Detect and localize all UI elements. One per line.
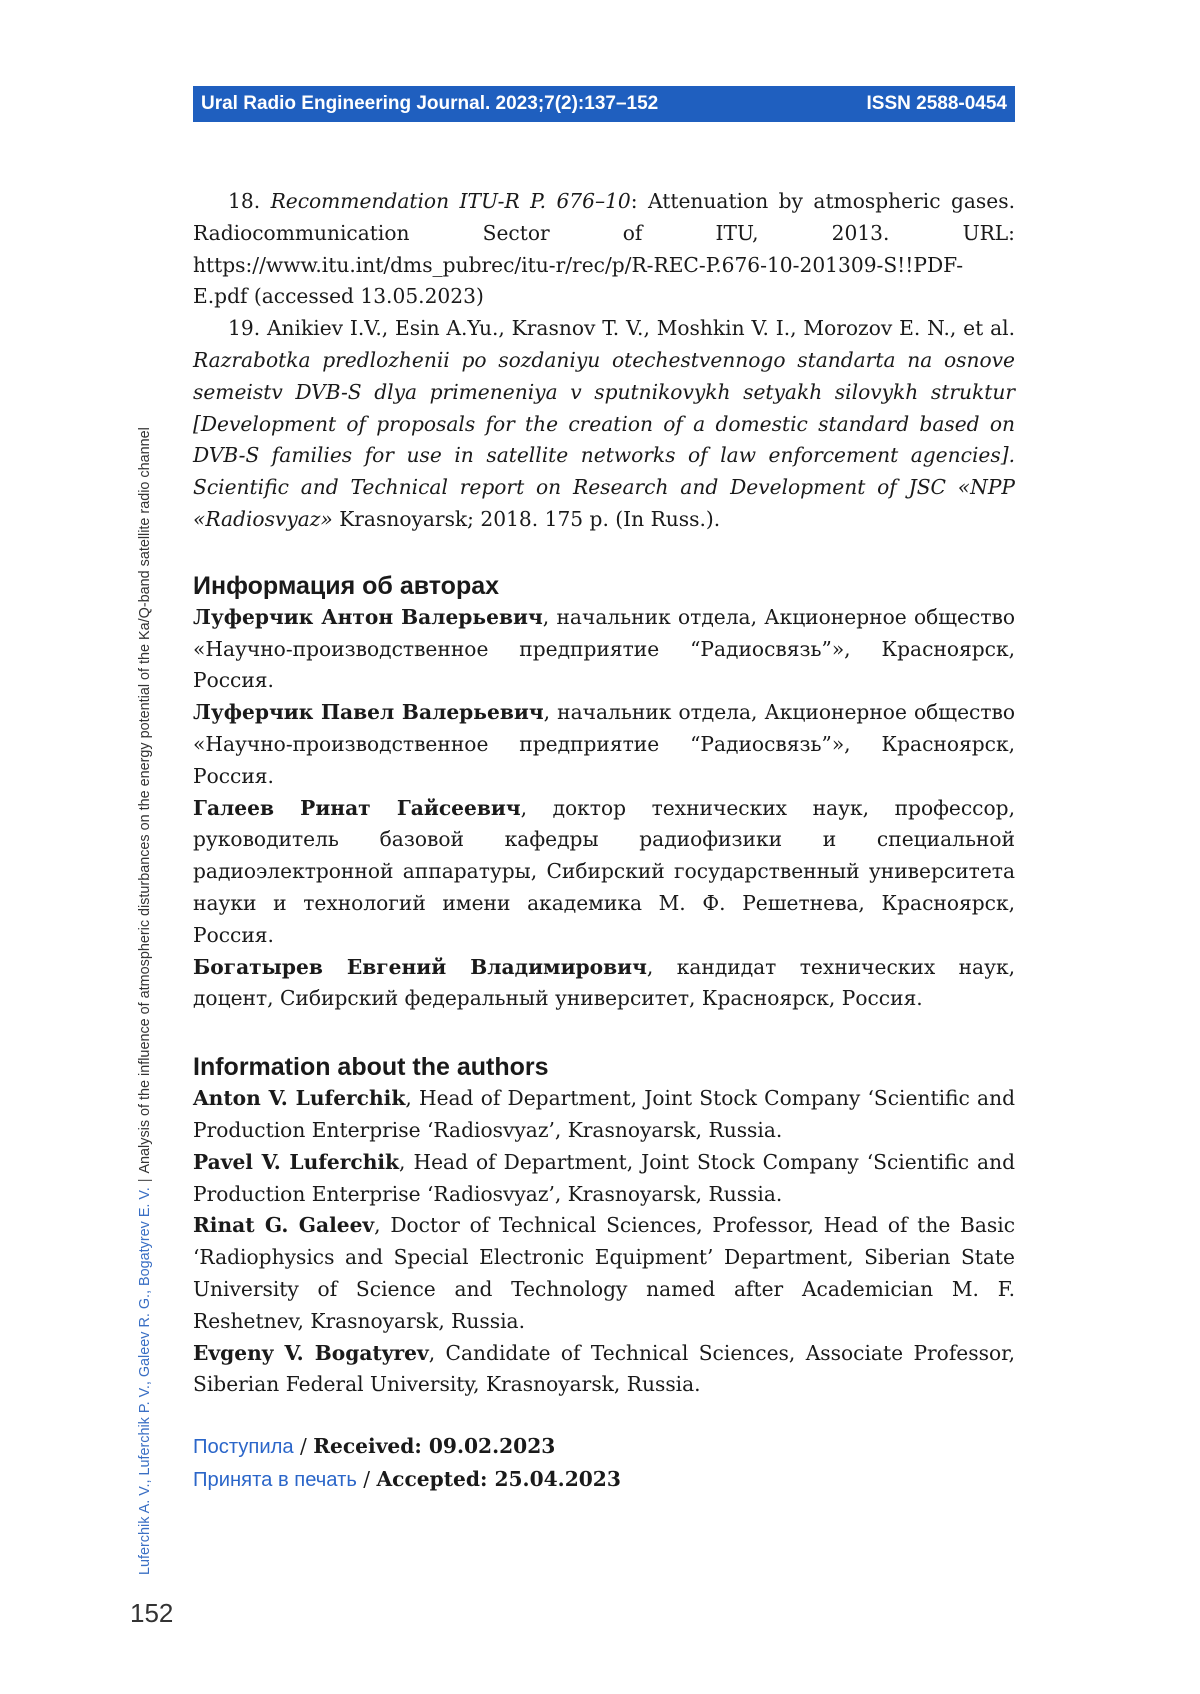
journal-citation: Ural Radio Engineering Journal. 2023;7(2):137–152	[201, 93, 658, 115]
author-name: Pavel V. Luferchik	[193, 1150, 399, 1174]
author-name: Rinat G. Galeev	[193, 1213, 374, 1237]
page-number: 152	[130, 1598, 173, 1629]
en-authors-heading: Information about the authors	[193, 1051, 1015, 1083]
side-separator: |	[137, 1179, 153, 1183]
reference-item: 18. Recommendation ITU-R P. 676–10: Attenuation by atmospheric gases. Radiocommunication Sector of ITU, 2013. URL: https://www.itu.int/dms_pubrec/itu-r/rec/p/R-REC-P.676-10-201309-S!!PDF-E.pdf (accessed 13.05.2023)	[193, 186, 1015, 313]
reference-title: Recommendation ITU-R P. 676–10	[271, 189, 631, 213]
author-name: Луферчик Антон Валерьевич	[193, 605, 543, 629]
ru-authors-heading: Информация об авторах	[193, 570, 1015, 602]
author-entry: Rinat G. Galeev, Doctor of Technical Sciences, Professor, Head of the Basic ‘Radiophysics and Special Electronic Equipment’ Department, Siberian State University of Science and Technology named after Academician M. F. Reshetnev, Krasnoyarsk, Russia.	[193, 1210, 1015, 1337]
author-entry: Anton V. Luferchik, Head of Department, Joint Stock Company ‘Scientific and Production Enterprise ‘Radiosvyaz’, Krasnoyarsk, Russia.	[193, 1083, 1015, 1147]
author-name: Anton V. Luferchik	[193, 1086, 405, 1110]
references	[193, 186, 1015, 536]
author-name: Evgeny V. Bogatyrev	[193, 1341, 429, 1365]
ru-authors-list	[193, 602, 1015, 1015]
dates-block	[193, 1431, 1015, 1497]
accepted-date: Принята в печать / Accepted: 25.04.2023	[193, 1464, 1015, 1497]
author-entry: Галеев Ринат Гайсеевич, доктор технических наук, профессор, руководитель базовой кафедры радиофизики и специальной радиоэлектронной аппаратуры, Сибирский государственный университета науки и технологий имени академика М. Ф. Решетнева, Красноярск, Россия.	[193, 793, 1015, 952]
reference-authors: Anikiev I.V., Esin A.Yu., Krasnov T. V., Moshkin V. I., Morozov E. N., et al.	[267, 316, 1015, 340]
received-date: Поступила / Received: 09.02.2023	[193, 1431, 1015, 1464]
author-entry: Evgeny V. Bogatyrev, Candidate of Technical Sciences, Associate Professor, Siberian Federal University, Krasnoyarsk, Russia.	[193, 1338, 1015, 1402]
issn: ISSN 2588-0454	[867, 93, 1008, 115]
main-content	[193, 186, 1015, 1497]
author-name: Луферчик Павел Валерьевич	[193, 700, 544, 724]
side-authors: Luferchik A. V., Luferchik P. V., Galeev R. G., Bogatyrev E. V.	[137, 1187, 153, 1575]
en-authors-list	[193, 1083, 1015, 1401]
side-running-title	[137, 220, 153, 1575]
journal-header-bar	[193, 86, 1015, 122]
author-entry: Богатырев Евгений Владимирович, кандидат технических наук, доцент, Сибирский федеральный университет, Красноярск, Россия.	[193, 952, 1015, 1016]
side-article-title: Analysis of the influence of atmospheric disturbances on the energy potential of the Ka/Q-band satellite radio channel	[137, 427, 153, 1173]
author-entry: Луферчик Павел Валерьевич, начальник отдела, Акционерное общество «Научно-производственное предприятие “Радиосвязь”», Красноярск, Россия.	[193, 697, 1015, 792]
reference-title: Razrabotka predlozhenii po sozdaniyu otechestvennogo standarta na osnove semeistv DVB-S dlya primeneniya v sputnikovykh setyakh silovykh struktur [Development of proposals for the creation of a domestic standard based on DVB-S families for use in satellite networks of law enforcement agencies]. Scientific and Technical report on Research and Development of JSC «NPP «Radiosvyaz»	[193, 348, 1015, 531]
reference-item: 19. Anikiev I.V., Esin A.Yu., Krasnov T. V., Moshkin V. I., Morozov E. N., et al. Razrabotka predlozhenii po sozdaniyu otechestvennogo standarta na osnove semeistv DVB-S dlya primeneniya v sputnikovykh setyakh silovykh struktur [Development of proposals for the creation of a domestic standard based on DVB-S families for use in satellite networks of law enforcement agencies]. Scientific and Technical report on Research and Development of JSC «NPP «Radiosvyaz» Krasnoyarsk; 2018. 175 p. (In Russ.).	[193, 313, 1015, 536]
author-entry: Pavel V. Luferchik, Head of Department, Joint Stock Company ‘Scientific and Production Enterprise ‘Radiosvyaz’, Krasnoyarsk, Russia.	[193, 1147, 1015, 1211]
author-entry: Луферчик Антон Валерьевич, начальник отдела, Акционерное общество «Научно-производственное предприятие “Радиосвязь”», Красноярск, Россия.	[193, 602, 1015, 697]
author-name: Богатырев Евгений Владимирович	[193, 955, 647, 979]
author-name: Галеев Ринат Гайсеевич	[193, 796, 521, 820]
